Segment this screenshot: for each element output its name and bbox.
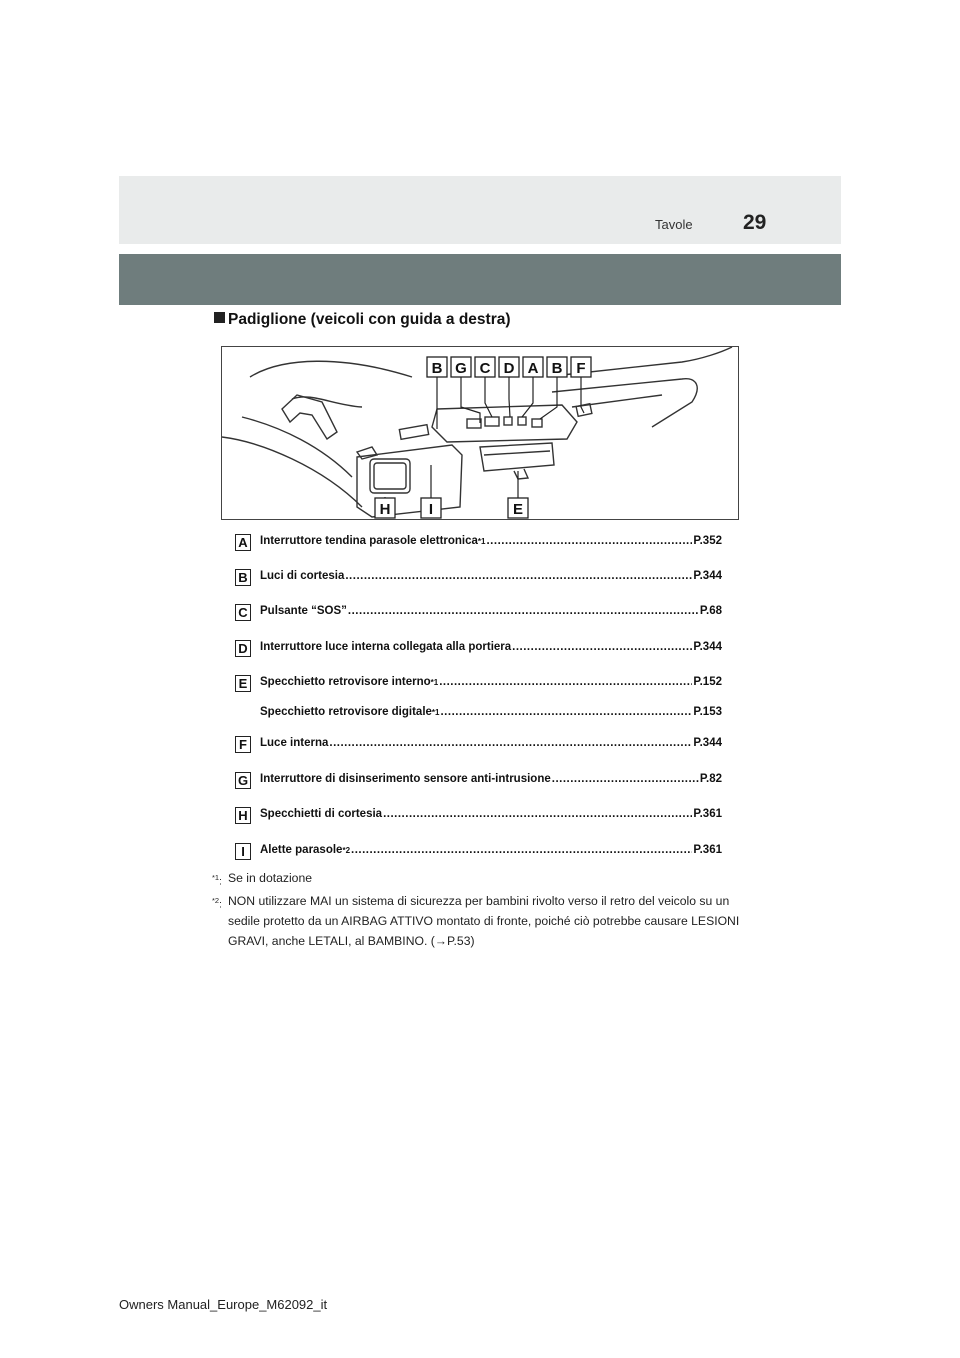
fig-label-bottom-1: I [428, 501, 434, 518]
item-key-badge: D [235, 640, 251, 657]
page-ref-link[interactable]: P.153 [693, 706, 722, 718]
item-key-badge: B [235, 569, 251, 586]
item-key-badge: A [235, 534, 251, 551]
leader-dots [512, 641, 692, 653]
list-item [235, 807, 725, 826]
header-title: Tavole [655, 217, 693, 232]
list-item [235, 569, 725, 588]
list-item [235, 675, 725, 694]
page-number: 29 [743, 211, 767, 234]
footer-manual-id: Owners Manual_Europe_M62092_it [119, 1297, 328, 1312]
list-item [235, 736, 725, 755]
list-item [235, 772, 725, 791]
list-item [235, 534, 725, 553]
item-label: Alette parasole [260, 844, 343, 856]
bullet-square-icon [214, 312, 225, 323]
fig-label-top-1: G [455, 360, 467, 377]
leader-dots [486, 535, 692, 547]
fig-label-bottom-0: H [379, 501, 391, 518]
item-label: Luce interna [260, 737, 329, 749]
item-label: Pulsante “SOS” [260, 605, 347, 617]
fig-label-top-0: B [431, 360, 443, 377]
page-ref-link[interactable]: P.344 [693, 641, 722, 653]
footnote-mark: $^{*2}$: [212, 896, 222, 911]
page-ref-link[interactable]: P.344 [693, 737, 722, 749]
item-label: Interruttore tendina parasole elettronica [260, 535, 478, 547]
page-ref-link[interactable]: P.352 [693, 535, 722, 547]
page-ref-link[interactable]: P.361 [693, 844, 722, 856]
list-item [235, 604, 725, 623]
item-sup: *2 [342, 846, 351, 855]
leader-dots [439, 676, 692, 688]
list-item [235, 640, 725, 659]
page-ref-link[interactable]: P.361 [693, 808, 722, 820]
item-key-badge: I [235, 843, 251, 860]
leader-dots [440, 706, 692, 718]
list-item [235, 843, 725, 862]
item-key-badge: H [235, 807, 251, 824]
section-title-text: Padiglione (veicoli con guida a destra) [228, 311, 511, 328]
section-title [214, 311, 511, 329]
item-key-badge: C [235, 604, 251, 621]
item-label: Interruttore luce interna collegata alla portiera [260, 641, 512, 653]
page-ref-link[interactable]: P.68 [699, 605, 722, 617]
item-label: Specchietto retrovisore interno [260, 676, 431, 688]
overhead-console-illustration [221, 346, 739, 520]
item-label: Luci di cortesia [260, 570, 345, 582]
fig-label-top-5: B [551, 360, 563, 377]
header-bar [119, 254, 841, 305]
item-sup: *1 [431, 708, 440, 717]
item-key-badge: E [235, 675, 251, 692]
fig-label-top-6: F [576, 360, 586, 377]
item-key-badge: G [235, 772, 251, 789]
leader-dots [345, 570, 692, 582]
item-key-badge: F [235, 736, 251, 753]
item-label: Specchietto retrovisore digitale [260, 706, 432, 718]
fig-label-top-2: C [479, 360, 491, 377]
item-sup: *1 [430, 678, 439, 687]
item-label: Interruttore di disinserimento sensore anti-intrusione [260, 773, 551, 785]
page-ref-link[interactable]: P.152 [693, 676, 722, 688]
page-ref-link[interactable]: P.344 [693, 570, 722, 582]
footnote-mark: $^{*1}$: [212, 873, 222, 888]
fig-label-bottom-2: E [512, 501, 524, 518]
list-item [235, 705, 725, 724]
leader-dots [552, 773, 699, 785]
illustration-svg [222, 347, 740, 521]
fig-label-top-4: A [527, 360, 539, 377]
footnote-text: Se in dotazione [228, 871, 313, 885]
page-ref-link[interactable]: P.82 [699, 773, 722, 785]
item-label: Specchietti di cortesia [260, 808, 383, 820]
leader-dots [351, 844, 692, 856]
fig-label-top-3: D [503, 360, 515, 377]
top-label-boxes [427, 357, 591, 377]
leader-dots [383, 808, 692, 820]
footnote-text: NON utilizzare MAI un sistema di sicurezza per bambini rivolto verso il retro del veicolo su un sedile protetto da un AIRBAG ATTIVO montato di fronte, poiché ciò potrebbe causare LESIONI GRAVI, anche LETALI, al BAMBINO. (→P.53) [228, 894, 740, 948]
item-sup: *1 [477, 537, 486, 546]
header-band [119, 176, 841, 244]
leader-dots [329, 737, 692, 749]
leader-dots [348, 605, 699, 617]
